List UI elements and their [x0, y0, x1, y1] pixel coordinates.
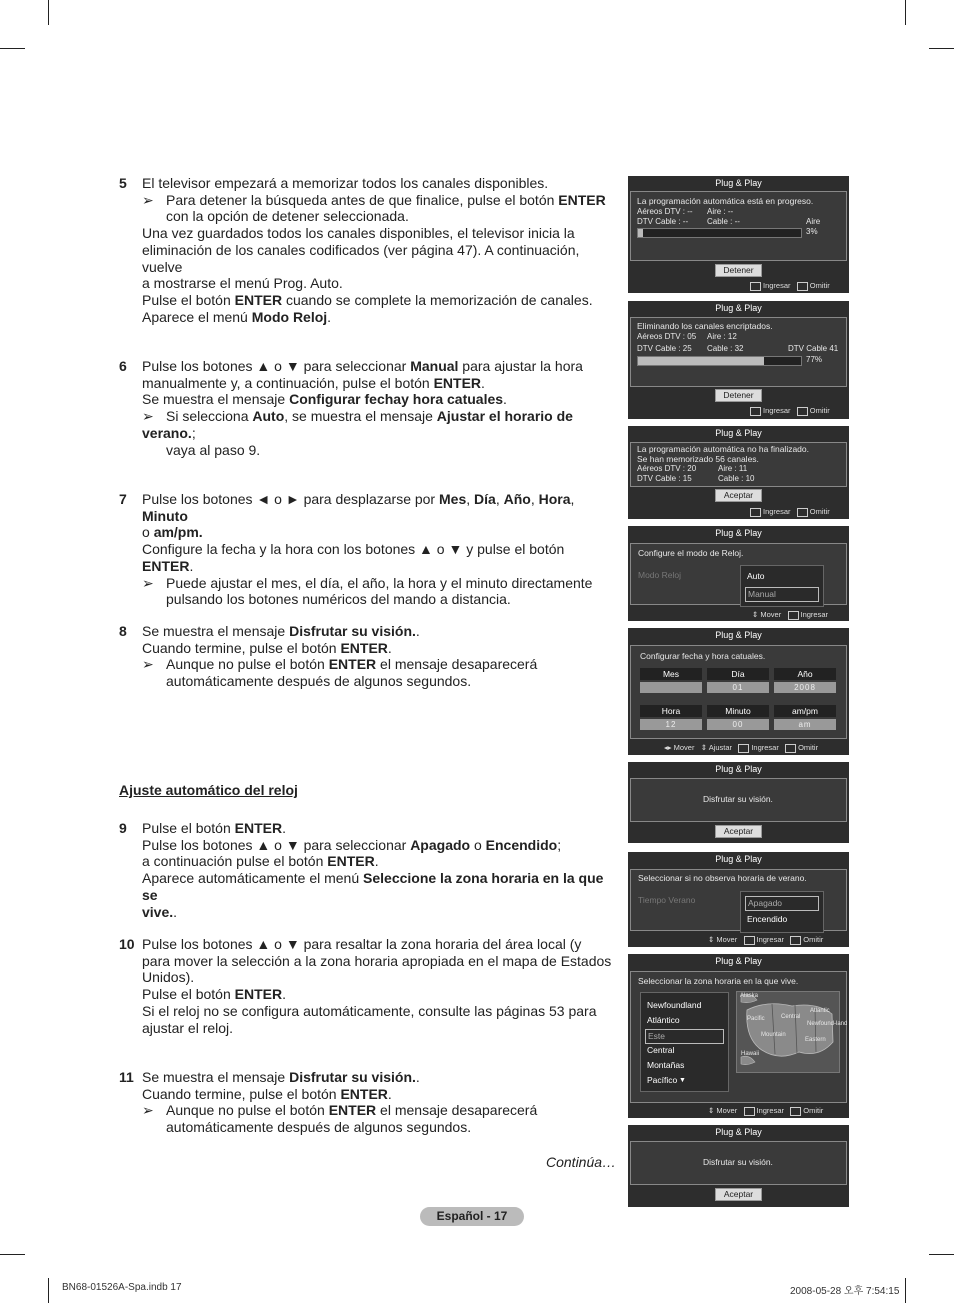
legend-label: Mover	[673, 743, 695, 752]
step-line: .	[415, 1069, 420, 1085]
crop-mark	[905, 1278, 906, 1303]
screen-title: Plug & Play	[715, 854, 762, 864]
step-bold: ENTER	[433, 374, 482, 391]
screen-title: Plug & Play	[715, 956, 762, 966]
status-message: Disfrutar su visión.	[703, 1157, 773, 1167]
count-text: DTV Cable : 15	[637, 474, 692, 483]
note-arrow-icon: ➢	[142, 656, 154, 673]
step-bold: Mes	[439, 491, 467, 507]
step-bold: Apagado	[410, 836, 471, 853]
step-line: Se muestra el mensaje	[142, 1069, 290, 1085]
step-line: Cuando termine, pulse el botón	[142, 639, 341, 656]
status-message: Configure el modo de Reloj.	[638, 548, 744, 558]
step-line: Pulse el botón	[142, 291, 235, 308]
map-label: Mountain	[761, 1032, 786, 1038]
step-line: para ajustar la hora	[458, 358, 583, 374]
month-label: Mes	[640, 668, 702, 680]
move-icon: ◂▸	[664, 743, 672, 752]
step-line: manualmente y, a continuación, pulse el botón	[142, 374, 434, 391]
option-auto[interactable]: Auto	[747, 571, 765, 581]
step-bold: Disfrutar su visión.	[289, 623, 416, 639]
note-bold: ENTER	[328, 1102, 377, 1119]
count-text: Cable : 32	[707, 344, 744, 353]
ampm-field[interactable]: am	[774, 719, 836, 730]
enter-icon	[788, 611, 799, 620]
note-text: , se muestra el mensaje	[284, 408, 437, 425]
step-line: Cuando termine, pulse el botón	[142, 1085, 341, 1102]
tv-screen-autoprogram	[628, 176, 849, 293]
note-text: automáticamente después de algunos segundos.	[166, 673, 472, 690]
progress-bar	[637, 228, 802, 238]
legend-label: Omitir	[798, 743, 819, 752]
note-text: ;	[191, 424, 196, 441]
hour-label: Hora	[640, 705, 702, 717]
map-label: Newfound-land	[807, 1021, 848, 1027]
step-bold: Día	[474, 491, 496, 507]
step-line: Pulse los botones ▲ o ▼ para resaltar la zona horaria del área local (y	[142, 936, 582, 952]
crop-mark	[929, 48, 954, 49]
step-10-text	[142, 936, 617, 1036]
step-number: 9	[119, 820, 127, 836]
section-title: Ajuste automático del reloj	[119, 782, 298, 798]
progress-percent: 77%	[806, 355, 823, 364]
step-line: .	[481, 374, 485, 391]
option-on[interactable]: Encendido	[747, 914, 788, 924]
count-text: Aéreos DTV : 20	[637, 464, 697, 473]
note-bold: ENTER	[328, 656, 377, 673]
step-bold: vive.	[142, 903, 174, 920]
map-label: Alaska	[740, 993, 759, 999]
step-line: El televisor empezará a memorizar todos los canales disponibles.	[142, 175, 549, 191]
screen-title: Plug & Play	[715, 1127, 762, 1137]
step-line: Una vez guardados todos los canales disponibles, el televisor inicia la	[142, 225, 575, 242]
step-line: .	[415, 623, 420, 639]
legend-label: Omitir	[803, 935, 824, 944]
note-bold: Ajustar el horario de verano.	[142, 408, 573, 441]
step-bold: ENTER	[234, 986, 283, 1003]
step-line: Pulse el botón	[142, 986, 235, 1003]
note-text: automáticamente después de algunos segundos.	[166, 1119, 472, 1136]
legend-label: Omitir	[803, 1106, 824, 1115]
screen-legend	[750, 507, 830, 517]
tv-screen-autoprogram-result	[628, 426, 849, 519]
step-bold: am/pm.	[153, 524, 203, 541]
move-icon: ⇕	[752, 610, 759, 619]
legend-label: Ingresar	[763, 507, 791, 516]
step-line: .	[387, 1085, 392, 1102]
screen-legend	[750, 406, 830, 416]
count-text: Aéreos DTV : 05	[637, 332, 697, 341]
legend-label: Omitir	[809, 507, 830, 516]
step-line: Si el reloj no se configura automáticamente, consulte las páginas 53 para	[142, 1002, 597, 1019]
note-text: el mensaje desaparecerá	[376, 656, 538, 673]
tv-screen-enjoy	[628, 762, 849, 843]
screen-legend	[708, 935, 823, 945]
enter-icon	[738, 744, 749, 753]
step-number: 10	[119, 936, 135, 952]
status-message: Seleccionar si no observa horaria de verano.	[638, 873, 807, 883]
step-line: ,	[530, 491, 539, 507]
screen-legend	[708, 1106, 823, 1116]
enter-icon	[750, 282, 761, 291]
map-label: Central	[781, 1014, 801, 1020]
stop-button[interactable]: Detener	[715, 389, 762, 402]
step-line: .	[387, 639, 392, 656]
ok-button[interactable]: Aceptar	[715, 1188, 762, 1201]
count-text: Aire : --	[707, 207, 734, 216]
legend-label: Mover	[760, 610, 782, 619]
skip-icon	[790, 936, 801, 945]
ok-button[interactable]: Aceptar	[715, 825, 762, 838]
enter-icon	[744, 1107, 755, 1116]
status-message: Se han memorizado 56 canales.	[637, 454, 759, 464]
screen-title: Plug & Play	[715, 303, 762, 313]
footer-file: BN68-01526A-Spa.indb 17	[62, 1282, 182, 1293]
note-text: Para detener la búsqueda antes de que finalice, pulse el botón	[166, 191, 559, 208]
step-bold: Minuto	[142, 507, 188, 524]
step-line: Pulse los botones ▲ o ▼ para seleccionar	[142, 358, 411, 374]
skip-icon	[785, 744, 796, 753]
step-bold: ENTER	[142, 557, 190, 574]
adjust-icon: ⇕	[700, 743, 708, 752]
step-11-text	[142, 1069, 617, 1136]
dst-menu	[740, 891, 824, 933]
note-text: Aunque no pulse el botón	[166, 656, 329, 673]
count-text: Aire : 12	[707, 332, 737, 341]
note-arrow-icon: ➢	[142, 574, 154, 591]
step-line: ;	[557, 836, 562, 853]
step-line: Se muestra el mensaje	[142, 623, 290, 639]
step-line: Se muestra el mensaje	[142, 391, 290, 408]
day-label: Día	[707, 668, 769, 680]
zone-mountain[interactable]: Montañas	[647, 1060, 685, 1070]
step-number: 5	[119, 175, 127, 191]
status-message: La programación automática está en progreso.	[637, 196, 814, 206]
step-line: Pulse el botón	[142, 820, 235, 836]
zone-newfoundland[interactable]: Newfoundland	[647, 1000, 702, 1010]
enter-icon	[750, 508, 761, 517]
source-label: Aire	[806, 217, 821, 226]
tv-screen-time-zone	[628, 954, 849, 1118]
year-field[interactable]: 2008	[774, 682, 836, 693]
map-label: Pacific	[747, 1016, 765, 1022]
step-line: Configure la fecha y la hora con los botones ▲ o ▼ y pulse el botón	[142, 541, 565, 558]
skip-icon	[790, 1107, 801, 1116]
screen-title: Plug & Play	[715, 764, 762, 774]
step-8-text	[142, 623, 617, 690]
step-bold: ENTER	[327, 853, 375, 870]
ok-button[interactable]: Aceptar	[715, 489, 762, 502]
legend-label: Ingresar	[751, 743, 779, 752]
step-bold: ENTER	[234, 820, 283, 836]
step-5-text	[142, 175, 612, 325]
step-line: para mover la selección a la zona horaria apropiada en el mapa de Estados	[142, 952, 612, 969]
note-text: con la opción de detener seleccionada.	[166, 208, 409, 225]
step-bold: Año	[503, 491, 531, 507]
move-icon: ⇕	[708, 935, 715, 944]
hour-field[interactable]: 12	[640, 719, 702, 730]
note-arrow-icon: ➢	[142, 1102, 154, 1119]
year-label: Año	[774, 668, 836, 680]
count-text: Aéreos DTV : --	[637, 207, 693, 216]
status-message: Seleccionar la zona horaria en la que vive.	[638, 976, 799, 986]
count-text: Aire : 11	[718, 464, 748, 473]
step-line: .	[327, 308, 332, 325]
legend-label: Ingresar	[756, 1106, 785, 1115]
screen-legend	[750, 281, 830, 291]
screen-title: Plug & Play	[715, 428, 762, 438]
zone-pacific[interactable]: Pacífico	[647, 1075, 678, 1085]
minute-label: Minuto	[707, 705, 769, 717]
step-line: o	[142, 524, 154, 541]
legend-label: Omitir	[809, 406, 830, 415]
screen-title: Plug & Play	[715, 528, 762, 538]
progress-percent: 3%	[806, 227, 818, 236]
tv-screen-remove-scrambled	[628, 301, 849, 419]
step-line: .	[282, 820, 286, 836]
continued-label: Continúa…	[546, 1154, 617, 1170]
zone-atlantic[interactable]: Atlántico	[647, 1015, 680, 1025]
map-label: Atlantic	[810, 1008, 830, 1014]
legend-label: Ingresar	[756, 935, 785, 944]
skip-icon	[797, 508, 808, 517]
step-line: Pulse los botones ◄ o ► para desplazarse por	[142, 491, 439, 507]
us-map-icon	[737, 992, 839, 1072]
step-7-text	[142, 491, 617, 608]
status-message: La programación automática no ha finalizado.	[637, 444, 809, 454]
count-text: DTV Cable : --	[637, 217, 689, 226]
note-text: Puede ajustar el mes, el día, el año, la hora y el minuto directamente	[166, 574, 593, 591]
crop-mark	[905, 0, 906, 25]
tv-screen-enjoy-2	[628, 1125, 849, 1207]
legend-label: Omitir	[809, 281, 830, 290]
option-off[interactable]: Apagado	[745, 896, 819, 911]
tv-screen-clock-mode	[628, 526, 849, 621]
step-6-text	[142, 358, 617, 458]
screen-legend	[752, 610, 828, 620]
day-field[interactable]: 01	[707, 682, 769, 693]
step-line: ,	[466, 491, 475, 507]
note-bold: ENTER	[558, 191, 606, 208]
crop-mark	[48, 1278, 49, 1303]
step-line: eliminación de los canales codificados (ver página 47). A continuación, vuelve	[142, 241, 580, 275]
ampm-label: am/pm	[774, 705, 836, 717]
page-number-badge: Español - 17	[420, 1207, 524, 1226]
zone-eastern[interactable]: Este	[645, 1029, 724, 1044]
footer-timestamp: 2008-05-28 오후 7:54:15	[790, 1286, 900, 1297]
enter-icon	[750, 407, 761, 416]
legend-label: Ajustar	[708, 743, 733, 752]
step-line: ,	[570, 491, 575, 507]
step-line: cuando se complete la memorización de canales.	[282, 291, 593, 308]
step-line: Aparece el menú	[142, 308, 252, 325]
skip-icon	[797, 282, 808, 291]
note-text: pulsando los botones numéricos del mando a distancia.	[166, 591, 511, 608]
step-line: .	[503, 391, 507, 408]
step-line: Unidos).	[142, 969, 195, 986]
legend-label: Mover	[716, 1106, 738, 1115]
dst-label: Tiempo Verano	[638, 895, 696, 905]
legend-label: Ingresar	[763, 406, 791, 415]
step-bold: ENTER	[234, 291, 283, 308]
step-bold: ENTER	[340, 639, 388, 656]
step-bold: Hora	[538, 491, 571, 507]
scroll-down-icon[interactable]: ▼	[679, 1077, 686, 1084]
status-message: Disfrutar su visión.	[703, 794, 773, 804]
screen-title: Plug & Play	[715, 178, 762, 188]
step-bold: ENTER	[340, 1085, 388, 1102]
step-line: a mostrarse el menú Prog. Auto.	[142, 275, 343, 292]
clock-mode-menu	[740, 565, 824, 607]
option-manual[interactable]: Manual	[745, 587, 819, 602]
clock-mode-label: Modo Reloj	[638, 570, 681, 580]
crop-mark	[0, 48, 25, 49]
legend-label: Ingresar	[763, 281, 791, 290]
status-message: Eliminando los canales encriptados.	[637, 321, 773, 331]
crop-mark	[929, 1254, 954, 1255]
step-9-text	[142, 820, 617, 920]
legend-label: Ingresar	[800, 610, 829, 619]
map-label: Hawaii	[741, 1051, 760, 1057]
screen-title: Plug & Play	[715, 630, 762, 640]
step-line: .	[282, 986, 286, 1003]
step-line: a continuación pulse el botón	[142, 853, 328, 870]
note-text: vaya al paso 9.	[166, 441, 261, 458]
step-line: ajustar el reloj.	[142, 1019, 234, 1036]
step-bold: Modo Reloj	[251, 308, 328, 325]
step-bold: Manual	[410, 358, 459, 374]
step-bold: Disfrutar su visión.	[289, 1069, 416, 1085]
month-field[interactable]	[640, 682, 702, 693]
progress-fill	[638, 229, 643, 237]
tv-screen-dst	[628, 852, 849, 947]
zone-central[interactable]: Central	[647, 1045, 675, 1055]
count-text: Cable : 10	[718, 474, 755, 483]
progress-fill	[638, 357, 764, 365]
time-zone-list	[640, 992, 729, 1092]
legend-label: Mover	[716, 935, 738, 944]
move-icon: ⇕	[708, 1106, 715, 1115]
stop-button[interactable]: Detener	[715, 264, 762, 277]
note-text: Si selecciona	[166, 408, 253, 425]
crop-mark	[0, 1254, 25, 1255]
time-zone-map	[736, 991, 848, 1073]
step-bold: Configurar fechay hora catuales	[289, 391, 504, 408]
step-line: Aparece automáticamente el menú	[142, 870, 364, 887]
step-bold: Seleccione la zona horaria en la que se	[142, 870, 604, 903]
source-label: DTV Cable 41	[788, 344, 839, 353]
count-text: Cable : --	[707, 217, 740, 226]
note-text: Aunque no pulse el botón	[166, 1102, 329, 1119]
note-arrow-icon: ➢	[142, 408, 154, 425]
enter-icon	[744, 936, 755, 945]
note-arrow-icon: ➢	[142, 191, 154, 208]
step-line: .	[189, 557, 194, 574]
step-number: 7	[119, 491, 127, 507]
minute-field[interactable]: 00	[707, 719, 769, 730]
screen-legend	[664, 743, 818, 753]
step-number: 8	[119, 623, 127, 639]
count-text: DTV Cable : 25	[637, 344, 692, 353]
tv-screen-date-time	[628, 628, 849, 755]
map-label: Eastern	[805, 1037, 826, 1043]
step-number: 11	[119, 1069, 134, 1085]
step-line: .	[173, 903, 178, 920]
status-message: Configurar fecha y hora catuales.	[640, 651, 766, 661]
step-number: 6	[119, 358, 127, 374]
step-line: o	[470, 836, 486, 853]
step-line: Pulse los botones ▲ o ▼ para seleccionar	[142, 836, 411, 853]
step-bold: Encendido	[485, 836, 558, 853]
skip-icon	[797, 407, 808, 416]
step-line: .	[374, 853, 379, 870]
step-line: ,	[495, 491, 504, 507]
progress-bar	[637, 356, 802, 366]
note-bold: Auto	[252, 408, 285, 425]
crop-mark	[48, 0, 49, 25]
note-text: el mensaje desaparecerá	[376, 1102, 538, 1119]
